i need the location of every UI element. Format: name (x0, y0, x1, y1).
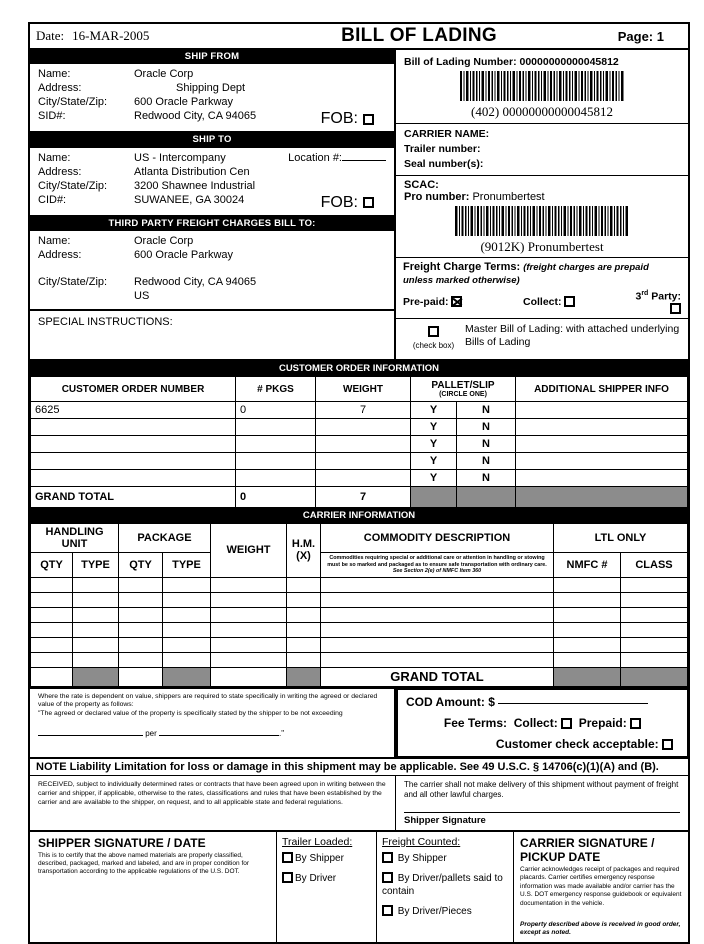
package-type-cell[interactable] (163, 577, 211, 592)
handling-qty-cell[interactable] (31, 607, 73, 622)
ship-from-name-value: Oracle Corp (134, 68, 194, 81)
commodity-cell[interactable] (321, 592, 554, 607)
ship-to-name-value: US - Intercompany (134, 151, 226, 164)
customer-check-label: Customer check acceptable: (495, 736, 659, 751)
prepaid-group (403, 296, 523, 308)
ship-to-city-label: City/State/Zip: (38, 179, 108, 192)
page-number-group (532, 29, 682, 44)
weight-cell[interactable] (316, 419, 411, 436)
carrier-total-spacer (554, 667, 621, 686)
left-column (30, 50, 396, 359)
third-party-prefix: 3 (635, 290, 642, 303)
package-type-cell[interactable] (163, 607, 211, 622)
cod-amount-label: COD Amount: $ (406, 694, 495, 709)
fee-terms-label: Fee Terms: (443, 715, 508, 730)
nmfc-cell[interactable] (554, 577, 621, 592)
rate-note-line1: Where the rate is dependent on value, shippers are required to state specifically in writing the agreed or declared value of the property as follows: (38, 692, 378, 709)
third-party-city-label: City/State/Zip: (38, 276, 108, 289)
freight-by-driver-pieces-option[interactable]: By Driver/Pieces (382, 905, 508, 918)
carrier-total-package-qty (119, 667, 163, 686)
col-weight: WEIGHT (316, 377, 411, 402)
carrier-info-table (30, 523, 688, 686)
weight-cell[interactable] (316, 470, 411, 487)
col-ltl-only: LTL ONLY (554, 524, 688, 553)
ship-to-city-value: SUWANEE, GA 30024 (134, 193, 245, 206)
pallet-no[interactable]: N (457, 470, 516, 487)
grand-total-label: GRAND TOTAL (31, 487, 236, 508)
rate-declaration-block (30, 689, 396, 757)
handling-qty-cell[interactable] (31, 622, 73, 637)
weight-cell[interactable] (211, 577, 287, 592)
pallet-yes[interactable]: Y (411, 470, 457, 487)
location-number-group (288, 152, 386, 164)
handling-qty-cell[interactable] (31, 652, 73, 667)
ship-to-cid-label: CID#: (38, 193, 67, 206)
weight-cell[interactable] (211, 652, 287, 667)
col-additional-shipper-info: ADDITIONAL SHIPPER INFO (516, 377, 688, 402)
weight-cell[interactable] (316, 436, 411, 453)
package-qty-cell[interactable] (119, 592, 163, 607)
carrier-grand-total-label: GRAND TOTAL (321, 667, 554, 686)
customer-order-header-row (31, 377, 688, 402)
ship-to-name-label: Name: (38, 151, 71, 164)
date-group (36, 28, 306, 44)
col-weight: WEIGHT (211, 524, 287, 577)
carrier-name-block (396, 124, 688, 176)
weight-cell[interactable] (211, 622, 287, 637)
weight-cell[interactable] (211, 592, 287, 607)
location-number-label: Location #: (288, 151, 342, 164)
nmfc-cell[interactable] (554, 652, 621, 667)
bol-number-label: Bill of Lading Number: (404, 56, 517, 68)
nmfc-cell[interactable] (554, 607, 621, 622)
order-number-cell[interactable] (31, 436, 236, 453)
col-pallet-slip: PALLET/SLIP (CIRCLE ONE) (411, 377, 516, 402)
table-row[interactable] (31, 453, 688, 470)
col-handling-qty: QTY (31, 553, 73, 577)
bol-barcode-text: (402) 00000000000045812 (471, 104, 613, 119)
package-qty-cell[interactable] (119, 652, 163, 667)
col-nmfc: NMFC # (554, 553, 621, 577)
carrier-total-spacer (621, 667, 688, 686)
trailer-by-shipper-option[interactable]: By Shipper (282, 852, 371, 865)
date-value: 16-MAR-2005 (72, 28, 150, 43)
carrier-delivery-block (396, 776, 688, 830)
pallet-yes[interactable]: Y (411, 436, 457, 453)
col-package: PACKAGE (119, 524, 211, 553)
hm-cell[interactable] (287, 637, 321, 652)
handling-type-cell[interactable] (73, 592, 119, 607)
prepaid-checkbox[interactable] (451, 296, 462, 307)
customer-order-band-label: CUSTOMER ORDER INFORMATION (30, 360, 688, 376)
customer-check-checkbox[interactable] (662, 739, 673, 750)
commodity-cell[interactable] (321, 607, 554, 622)
table-row[interactable] (31, 592, 688, 607)
col-class: CLASS (621, 553, 688, 577)
cod-amount-field[interactable] (498, 703, 648, 704)
nmfc-cell[interactable] (554, 622, 621, 637)
ship-to-address-value: Atlanta Distribution Cen (134, 165, 250, 178)
col-package-type: TYPE (163, 553, 211, 577)
table-row[interactable] (31, 652, 688, 667)
ship-from-band: SHIP FROM (30, 50, 394, 64)
package-type-cell[interactable] (163, 592, 211, 607)
col-hm: H.M. (X) (287, 524, 321, 577)
ship-from-fob-checkbox[interactable] (363, 114, 374, 125)
pro-number-label: Pro number: (404, 191, 470, 203)
top-columns (30, 50, 688, 359)
trailer-by-driver-option[interactable]: By Driver (282, 872, 371, 885)
table-row[interactable] (31, 607, 688, 622)
package-qty-cell[interactable] (119, 637, 163, 652)
pkgs-cell[interactable] (236, 453, 316, 470)
cod-prepaid-label: Prepaid: (578, 715, 627, 730)
shipper-signature-block (30, 832, 277, 942)
pallet-no[interactable]: N (457, 436, 516, 453)
prepaid-label: Pre-paid: (403, 296, 449, 309)
collect-label: Collect: (523, 296, 562, 309)
third-party-address-value: 600 Oracle Parkway (134, 249, 234, 262)
cod-block (396, 688, 689, 758)
order-number-cell[interactable] (31, 470, 236, 487)
third-party-label: Party: (651, 290, 681, 303)
commodity-cell[interactable] (321, 577, 554, 592)
hm-cell[interactable] (287, 622, 321, 637)
customer-order-band (30, 359, 688, 376)
table-row[interactable] (31, 402, 688, 419)
ship-to-fob-checkbox[interactable] (363, 197, 374, 208)
ship-from-address-label: Address: (38, 82, 82, 95)
grand-total-weight: 7 (316, 487, 411, 508)
table-row[interactable] (31, 436, 688, 453)
handling-type-cell[interactable] (73, 652, 119, 667)
additional-info-cell[interactable] (516, 436, 688, 453)
col-pkgs: # PKGS (236, 377, 316, 402)
handling-type-cell[interactable] (73, 637, 119, 652)
received-row (30, 776, 688, 832)
table-row[interactable] (31, 577, 688, 592)
order-number-cell[interactable] (31, 453, 236, 470)
trailer-by-driver-checkbox[interactable] (282, 872, 293, 883)
weight-cell[interactable] (316, 453, 411, 470)
page-title: BILL OF LADING (341, 25, 497, 46)
ship-to-address-label: Address: (38, 165, 82, 178)
special-instructions-label: SPECIAL INSTRUCTIONS: (38, 316, 173, 329)
trailer-by-shipper-checkbox[interactable] (282, 852, 293, 863)
carrier-name-label: CARRIER NAME: (404, 128, 490, 140)
pkgs-cell[interactable] (236, 436, 316, 453)
shipper-signature-label: Shipper Signature (404, 814, 486, 826)
table-row[interactable] (31, 419, 688, 436)
carrier-total-weight (211, 667, 287, 686)
ship-to-block (30, 148, 394, 217)
date-label: Date: (36, 28, 65, 43)
customer-order-table (30, 376, 688, 508)
ship-from-name-label: Name: (38, 68, 71, 81)
col-handling-unit: HANDLING UNIT (31, 524, 119, 553)
cod-prepaid-checkbox[interactable] (630, 718, 641, 729)
grand-total-spacer (411, 487, 457, 508)
package-qty-cell[interactable] (119, 577, 163, 592)
page-label: Page: (617, 28, 654, 44)
carrier-delivery-text: The carrier shall not make delivery of this shipment without payment of freight and all other lawful charges. (404, 779, 679, 799)
carrier-info-header-row-1 (31, 524, 688, 553)
pallet-slip-sub: (CIRCLE ONE) (439, 391, 487, 399)
ship-from-address-value: Shipping Dept (176, 82, 246, 95)
pallet-yes[interactable]: Y (411, 419, 457, 436)
master-bol-block (396, 319, 688, 352)
weight-cell[interactable] (211, 607, 287, 622)
cod-collect-label: Collect: (513, 715, 558, 730)
table-row[interactable] (31, 470, 688, 487)
third-party-name-value: Oracle Corp (134, 235, 194, 248)
freight-by-shipper-option[interactable]: By Shipper (382, 852, 508, 865)
pkgs-cell[interactable] (236, 419, 316, 436)
pro-number-group (404, 191, 680, 203)
carrier-info-band-label: CARRIER INFORMATION (30, 508, 688, 523)
third-party-city-line2: US (134, 290, 150, 303)
freight-by-shipper-checkbox[interactable] (382, 852, 393, 863)
carrier-info-band (30, 508, 688, 523)
shipper-signature-text: This is to certify that the above named materials are properly classified, described, packaged, marked and labeled, and are in proper condition for transportation according to the applicable regulations of the U.S. DOT. (38, 851, 250, 876)
class-cell[interactable] (621, 652, 688, 667)
customer-order-grand-total-row (31, 487, 688, 508)
third-party-city-value: Redwood City, CA 94065 (134, 276, 257, 289)
signature-row (30, 832, 688, 942)
weight-cell[interactable] (211, 637, 287, 652)
trailer-loaded-block (277, 832, 377, 942)
master-bol-checkbox-caption: (check box) (412, 340, 455, 350)
col-commodity-description: COMMODITY DESCRIPTION (321, 524, 554, 553)
hm-cell[interactable] (287, 577, 321, 592)
handling-type-cell[interactable] (73, 622, 119, 637)
carrier-signature-block (514, 832, 688, 942)
master-bol-text: Master Bill of Lading: with attached underlying Bills of Lading (464, 322, 680, 348)
weight-cell[interactable]: 7 (316, 402, 411, 419)
pallet-no[interactable]: N (457, 453, 516, 470)
freight-counted-label: Freight Counted: (382, 835, 461, 848)
col-package-qty: QTY (119, 553, 163, 577)
pallet-yes[interactable]: Y (411, 402, 457, 419)
pkgs-cell[interactable] (236, 470, 316, 487)
commodity-cell[interactable] (321, 652, 554, 667)
bol-number-value: 00000000000045812 (519, 56, 619, 68)
received-text: RECEIVED, subject to individually determined rates or contracts that have been agreed upon in writing between the carrier and shipper, if applicable, otherwise to the rates, classifications and rules that have been established by the carrier and are available to the shipper, on request, and to all applicable state and federal regulations. (38, 780, 386, 806)
pkgs-cell[interactable]: 0 (236, 402, 316, 419)
carrier-signature-text: Carrier acknowledges receipt of packages and required placards. Carrier certifies emergency response information was made available and/or carrier has the U.S. DOT emergency response guidebook or equivalent documentation in the vehicle. (520, 865, 682, 907)
rate-note-line2: "The agreed or declared value of the property is specifically stated by the shipper to be not exceeding (38, 709, 343, 717)
class-cell[interactable] (621, 622, 688, 637)
nmfc-cell[interactable] (554, 637, 621, 652)
pallet-no[interactable]: N (457, 402, 516, 419)
location-number-field[interactable] (342, 160, 386, 161)
table-row[interactable] (31, 622, 688, 637)
pro-number-barcode-image (455, 206, 630, 236)
pallet-no[interactable]: N (457, 419, 516, 436)
class-cell[interactable] (621, 577, 688, 592)
master-bol-checkbox[interactable] (428, 326, 439, 337)
trailer-loaded-label: Trailer Loaded: (282, 835, 353, 848)
ship-to-fob-label: FOB: (320, 193, 358, 211)
carrier-total-handling-qty (31, 667, 73, 686)
order-number-cell[interactable] (31, 419, 236, 436)
cod-collect-checkbox[interactable] (561, 718, 572, 729)
bol-number-block (396, 50, 688, 124)
additional-info-cell[interactable] (516, 453, 688, 470)
freight-by-driver-pallets-checkbox[interactable] (382, 872, 393, 883)
handling-qty-cell[interactable] (31, 592, 73, 607)
grand-total-spacer (457, 487, 516, 508)
class-cell[interactable] (621, 592, 688, 607)
scac-block (396, 176, 688, 258)
shipper-signature-line[interactable] (404, 812, 680, 813)
handling-qty-cell[interactable] (31, 637, 73, 652)
nmfc-cell[interactable] (554, 592, 621, 607)
grand-total-pkgs: 0 (236, 487, 316, 508)
ship-from-address-line2: 600 Oracle Parkway (134, 96, 234, 109)
ship-to-band: SHIP TO (30, 133, 394, 147)
carrier-signature-italic: Property described above is received in good order, except as noted. (520, 920, 681, 937)
seal-number-label: Seal number(s): (404, 158, 484, 170)
rate-note-end: ." (279, 729, 285, 739)
carrier-total-spacer (163, 667, 211, 686)
carrier-signature-title: CARRIER SIGNATURE / PICKUP DATE (520, 835, 655, 864)
third-party-band: THIRD PARTY FREIGHT CHARGES BILL TO: (30, 217, 394, 231)
commodity-cell[interactable] (321, 622, 554, 637)
rate-cod-row (30, 687, 688, 757)
carrier-total-spacer (287, 667, 321, 686)
col-handling-type: TYPE (73, 553, 119, 577)
freight-by-driver-pallets-option[interactable]: By Driver/pallets said to contain (382, 872, 503, 897)
class-cell[interactable] (621, 607, 688, 622)
received-text-block (30, 776, 396, 830)
handling-qty-cell[interactable] (31, 577, 73, 592)
order-number-cell[interactable]: 6625 (31, 402, 236, 419)
additional-info-cell[interactable] (516, 419, 688, 436)
additional-info-cell[interactable] (516, 402, 688, 419)
package-type-cell[interactable] (163, 652, 211, 667)
carrier-grand-total-row (31, 667, 688, 686)
third-party-address-label: Address: (38, 249, 82, 262)
liability-note: NOTE Liability Limitation for loss or damage in this shipment may be applicable. See 49 U.S.C. § 14706(c)(1)(A) and (B). (30, 757, 688, 776)
handling-type-cell[interactable] (73, 607, 119, 622)
scac-label: SCAC: (404, 179, 439, 191)
package-qty-cell[interactable] (119, 607, 163, 622)
bill-of-lading-form (28, 22, 690, 944)
package-qty-cell[interactable] (119, 622, 163, 637)
ship-from-city-label: City/State/Zip: (38, 96, 108, 109)
handling-type-cell[interactable] (73, 577, 119, 592)
collect-group (523, 296, 628, 308)
pro-number-barcode-text: (9012K) Pronumbertest (480, 239, 604, 254)
ship-to-address-line2: 3200 Shawnee Industrial (134, 179, 256, 192)
ship-from-block (30, 64, 394, 133)
shipper-signature-title: SHIPPER SIGNATURE / DATE (38, 835, 206, 850)
freight-charge-terms-block (396, 258, 688, 319)
carrier-info-header-row-2 (31, 553, 688, 577)
pallet-yes[interactable]: Y (411, 453, 457, 470)
rate-note-per: per (145, 729, 157, 739)
package-type-cell[interactable] (163, 637, 211, 652)
package-type-cell[interactable] (163, 622, 211, 637)
col-customer-order-number: CUSTOMER ORDER NUMBER (31, 377, 236, 402)
ship-from-sid-label: SID#: (38, 110, 66, 123)
freight-charge-terms-title: Freight Charge Terms: (403, 261, 521, 273)
commodity-cell[interactable] (321, 637, 554, 652)
ship-from-fob-label: FOB: (320, 110, 358, 128)
special-instructions-block[interactable] (30, 311, 394, 359)
bol-barcode-image (460, 71, 625, 101)
right-column (396, 50, 688, 359)
form-header (30, 24, 688, 50)
page-value: 1 (656, 28, 664, 44)
ship-from-city-value: Redwood City, CA 94065 (134, 110, 257, 123)
pro-number-value: Pronumbertest (472, 191, 545, 203)
class-cell[interactable] (621, 637, 688, 652)
carrier-total-spacer (73, 667, 119, 686)
freight-charge-terms-note: (freight charges are prepaid unless marked otherwise) (403, 262, 649, 286)
hm-cell[interactable] (287, 592, 321, 607)
trailer-number-label: Trailer number: (404, 143, 481, 155)
hm-cell[interactable] (287, 652, 321, 667)
rate-note-blanks (38, 730, 388, 739)
table-row[interactable] (31, 637, 688, 652)
freight-by-driver-pieces-checkbox[interactable] (382, 905, 393, 916)
third-party-name-label: Name: (38, 235, 71, 248)
third-party-superscript: rd (641, 290, 649, 297)
third-party-group (628, 290, 681, 315)
collect-checkbox[interactable] (564, 296, 575, 307)
additional-info-cell[interactable] (516, 470, 688, 487)
commodity-description-note: Commodities requiring special or additional care or attention in handling or stowing must be so marked and packaged as to ensure safe transportation with ordinary care. See Section 2(e) of NMFC Item 360 (321, 553, 554, 577)
third-party-block (30, 231, 394, 311)
hm-cell[interactable] (287, 607, 321, 622)
grand-total-spacer (516, 487, 688, 508)
third-party-checkbox[interactable] (670, 303, 681, 314)
freight-counted-block (377, 832, 514, 942)
